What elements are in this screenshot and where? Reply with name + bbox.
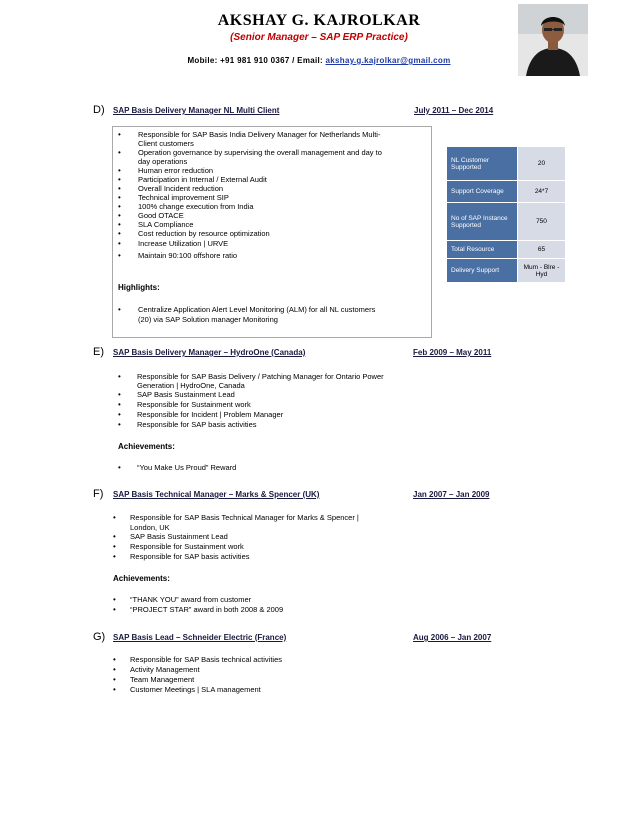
section-g-title: SAP Basis Lead – Schneider Electric (France) [113, 633, 287, 642]
section-g-letter: G) [93, 631, 106, 643]
section-f-achievements-label: Achievements: [113, 574, 170, 583]
candidate-subtitle: (Senior Manager – SAP ERP Practice) [230, 32, 408, 43]
section-e-letter: E) [93, 346, 104, 358]
section-f-title: SAP Basis Technical Manager – Marks & Spencer (UK) [113, 490, 320, 499]
section-f-date: Jan 2007 – Jan 2009 [413, 490, 490, 499]
stat-value: Mum - Blre - Hyd [518, 259, 566, 283]
table-row [447, 203, 566, 241]
stat-value: 65 [518, 241, 566, 259]
email-link[interactable]: akshay.g.kajrolkar@gmail.com [325, 56, 451, 65]
stat-value: 750 [518, 203, 566, 241]
section-f-letter: F) [93, 488, 104, 500]
section-d-highlights-label: Highlights: [118, 283, 160, 292]
section-g-date: Aug 2006 – Jan 2007 [413, 633, 492, 642]
profile-photo [518, 4, 588, 76]
table-row [447, 259, 566, 283]
table-row [447, 147, 566, 181]
table-row [447, 181, 566, 203]
stat-label: Delivery Support [447, 259, 518, 283]
section-e-date: Feb 2009 – May 2011 [413, 348, 492, 357]
section-e-achievements-label: Achievements: [118, 442, 175, 451]
stat-label: No of SAP Instance Supported [447, 203, 518, 241]
table-row [447, 241, 566, 259]
section-d-title: SAP Basis Delivery Manager NL Multi Client [113, 106, 280, 115]
stat-label: Support Coverage [447, 181, 518, 203]
section-e-title: SAP Basis Delivery Manager – HydroOne (Canada) [113, 348, 306, 357]
stats-table [446, 146, 566, 283]
profile-photo-image [518, 4, 588, 76]
stat-label: Total Resource [447, 241, 518, 259]
section-d-letter: D) [93, 104, 105, 116]
stat-value: 20 [518, 147, 566, 181]
stat-value: 24*7 [518, 181, 566, 203]
contact-prefix: Mobile: +91 981 910 0367 / Email: [187, 56, 326, 65]
stat-label: NL Customer Supported [447, 147, 518, 181]
section-d-date: July 2011 – Dec 2014 [414, 106, 494, 115]
candidate-name: AKSHAY G. KAJROLKAR [217, 12, 421, 29]
